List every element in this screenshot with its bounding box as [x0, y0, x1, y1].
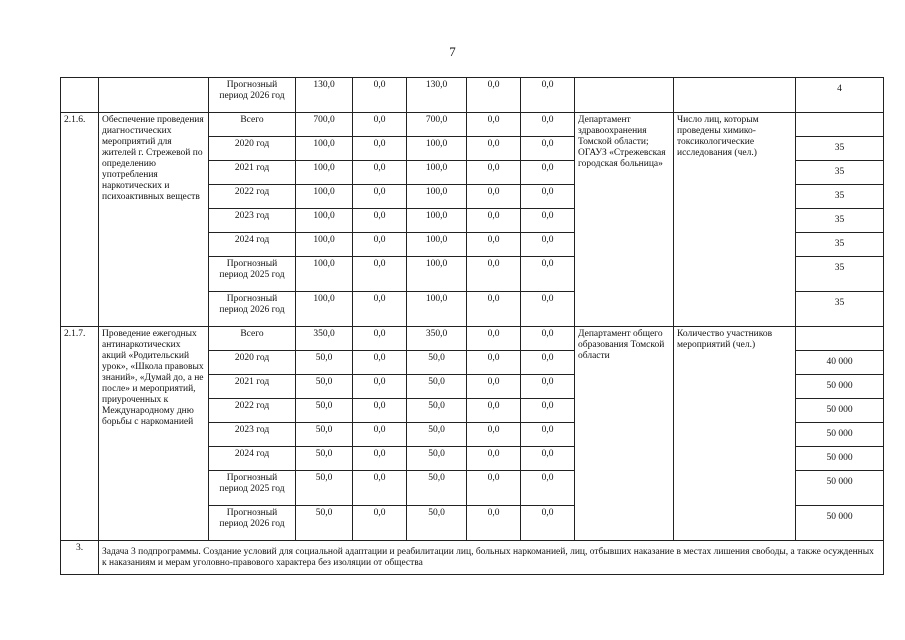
period-cell: 2023 год	[209, 209, 296, 233]
value-cell: 0,0	[521, 375, 575, 399]
value-cell: 50,0	[296, 375, 353, 399]
period-cell: 2020 год	[209, 351, 296, 375]
value-cell: 0,0	[353, 399, 407, 423]
value-cell: 0,0	[467, 471, 521, 506]
executor-cell: Департамент здравоохранения Томской области; ОГАУЗ «Стрежевская городская больница»	[575, 113, 674, 327]
value-cell: 0,0	[353, 113, 407, 137]
value-cell: 0,0	[521, 447, 575, 471]
value-cell: 700,0	[407, 113, 467, 137]
value-cell: 130,0	[296, 78, 353, 113]
indicator-value-cell: 35	[796, 257, 884, 292]
table-row	[61, 327, 884, 351]
value-cell: 0,0	[353, 137, 407, 161]
value-cell: 0,0	[353, 161, 407, 185]
value-cell: 0,0	[521, 327, 575, 351]
value-cell: 0,0	[467, 161, 521, 185]
value-cell: 100,0	[296, 257, 353, 292]
value-cell: 0,0	[353, 78, 407, 113]
period-cell: 2024 год	[209, 447, 296, 471]
value-cell: 0,0	[353, 471, 407, 506]
value-cell: 100,0	[407, 233, 467, 257]
value-cell: 100,0	[407, 292, 467, 327]
value-cell: 50,0	[407, 351, 467, 375]
table-body	[61, 78, 884, 575]
task-row	[61, 541, 884, 575]
value-cell: 100,0	[296, 137, 353, 161]
value-cell: 0,0	[353, 292, 407, 327]
value-cell: 0,0	[467, 257, 521, 292]
value-cell: 50,0	[407, 423, 467, 447]
value-cell: 0,0	[467, 233, 521, 257]
value-cell: 350,0	[407, 327, 467, 351]
table-row	[61, 113, 884, 137]
indicator-value-cell: 50 000	[796, 399, 884, 423]
period-cell: 2020 год	[209, 137, 296, 161]
value-cell: 100,0	[296, 233, 353, 257]
period-cell: 2021 год	[209, 161, 296, 185]
value-cell: 0,0	[353, 185, 407, 209]
value-cell: 100,0	[407, 257, 467, 292]
indicator-value-cell: 35	[796, 209, 884, 233]
value-cell: 0,0	[353, 257, 407, 292]
item-index-cell: 2.1.6.	[61, 113, 99, 327]
indicator-value-cell: 35	[796, 292, 884, 327]
value-cell: 0,0	[521, 113, 575, 137]
period-cell: Прогнозный период 2026 год	[209, 78, 296, 113]
item-name-cell: Проведение ежегодных антинаркотических акций «Родительский урок», «Школа правовых знаний», «Думай до, а не после» и мероприятий, приуроченных к Международному дню борьбы с наркоманией	[99, 327, 209, 541]
indicator-value-cell	[796, 327, 884, 351]
indicator-value-cell: 50 000	[796, 471, 884, 506]
period-cell: 2021 год	[209, 375, 296, 399]
value-cell: 0,0	[521, 233, 575, 257]
period-cell: Прогнозный период 2026 год	[209, 506, 296, 541]
value-cell: 0,0	[521, 471, 575, 506]
period-cell: Прогнозный период 2025 год	[209, 257, 296, 292]
value-cell: 50,0	[296, 423, 353, 447]
value-cell: 0,0	[353, 233, 407, 257]
value-cell: 50,0	[296, 471, 353, 506]
name-cell	[99, 78, 209, 113]
period-cell: Прогнозный период 2025 год	[209, 471, 296, 506]
value-cell: 0,0	[467, 78, 521, 113]
period-cell: Всего	[209, 327, 296, 351]
value-cell: 100,0	[296, 292, 353, 327]
period-cell: Прогнозный период 2026 год	[209, 292, 296, 327]
value-cell: 0,0	[467, 113, 521, 137]
value-cell: 0,0	[353, 375, 407, 399]
value-cell: 100,0	[296, 185, 353, 209]
value-cell: 0,0	[467, 399, 521, 423]
value-cell: 0,0	[467, 185, 521, 209]
value-cell: 0,0	[521, 351, 575, 375]
value-cell: 50,0	[407, 375, 467, 399]
value-cell: 350,0	[296, 327, 353, 351]
value-cell: 100,0	[407, 161, 467, 185]
value-cell: 100,0	[296, 161, 353, 185]
table-row	[61, 78, 884, 113]
value-cell: 0,0	[353, 506, 407, 541]
value-cell: 50,0	[407, 471, 467, 506]
item-index-cell: 2.1.7.	[61, 327, 99, 541]
value-cell: 0,0	[467, 292, 521, 327]
indicator-value-cell	[796, 113, 884, 137]
value-cell: 0,0	[467, 423, 521, 447]
value-cell: 700,0	[296, 113, 353, 137]
indicator-name-cell	[674, 78, 796, 113]
indicator-value-cell: 4	[796, 78, 884, 113]
period-cell: 2024 год	[209, 233, 296, 257]
value-cell: 50,0	[296, 399, 353, 423]
task-text-cell: Задача 3 подпрограммы. Создание условий для социальной адаптации и реабилитации лиц, больных наркоманией, лиц, отбывших наказание в местах лишения свободы, а также осужденных к наказаниям и мерам уголовно-правового характера без изоляции от общества	[99, 541, 884, 575]
value-cell: 0,0	[467, 137, 521, 161]
period-cell: Всего	[209, 113, 296, 137]
value-cell: 100,0	[407, 209, 467, 233]
task-index-cell: 3.	[61, 541, 99, 575]
value-cell: 0,0	[521, 399, 575, 423]
period-cell: 2022 год	[209, 185, 296, 209]
item-name-cell: Обеспечение проведения диагностических мероприятий для жителей г. Стрежевой по определению употребления наркотических и психоактивных веществ	[99, 113, 209, 327]
value-cell: 0,0	[521, 423, 575, 447]
value-cell: 50,0	[296, 506, 353, 541]
value-cell: 0,0	[467, 506, 521, 541]
indicator-name-cell: Количество участников мероприятий (чел.)	[674, 327, 796, 541]
executor-cell: Департамент общего образования Томской области	[575, 327, 674, 541]
indicator-value-cell: 50 000	[796, 506, 884, 541]
value-cell: 100,0	[296, 209, 353, 233]
value-cell: 0,0	[521, 78, 575, 113]
value-cell: 0,0	[353, 447, 407, 471]
period-cell: 2022 год	[209, 399, 296, 423]
program-table	[60, 77, 884, 575]
value-cell: 50,0	[296, 447, 353, 471]
indicator-value-cell: 35	[796, 161, 884, 185]
value-cell: 0,0	[467, 375, 521, 399]
value-cell: 50,0	[407, 399, 467, 423]
index-cell	[61, 78, 99, 113]
value-cell: 0,0	[467, 327, 521, 351]
value-cell: 130,0	[407, 78, 467, 113]
indicator-value-cell: 50 000	[796, 375, 884, 399]
value-cell: 0,0	[353, 327, 407, 351]
value-cell: 0,0	[353, 423, 407, 447]
value-cell: 0,0	[521, 292, 575, 327]
indicator-value-cell: 35	[796, 233, 884, 257]
value-cell: 0,0	[521, 161, 575, 185]
page-number: 7	[449, 44, 456, 59]
value-cell: 0,0	[353, 209, 407, 233]
value-cell: 100,0	[407, 137, 467, 161]
indicator-value-cell: 50 000	[796, 447, 884, 471]
indicator-value-cell: 35	[796, 185, 884, 209]
value-cell: 50,0	[296, 351, 353, 375]
indicator-value-cell: 50 000	[796, 423, 884, 447]
indicator-value-cell: 40 000	[796, 351, 884, 375]
value-cell: 0,0	[467, 351, 521, 375]
value-cell: 0,0	[521, 185, 575, 209]
value-cell: 50,0	[407, 447, 467, 471]
value-cell: 50,0	[407, 506, 467, 541]
indicator-name-cell: Число лиц, которым проведены химико-токсикологические исследования (чел.)	[674, 113, 796, 327]
value-cell: 0,0	[521, 137, 575, 161]
period-cell: 2023 год	[209, 423, 296, 447]
value-cell: 0,0	[467, 447, 521, 471]
value-cell: 0,0	[521, 257, 575, 292]
value-cell: 100,0	[407, 185, 467, 209]
value-cell: 0,0	[467, 209, 521, 233]
indicator-value-cell: 35	[796, 137, 884, 161]
value-cell: 0,0	[521, 506, 575, 541]
executor-cell	[575, 78, 674, 113]
value-cell: 0,0	[521, 209, 575, 233]
value-cell: 0,0	[353, 351, 407, 375]
